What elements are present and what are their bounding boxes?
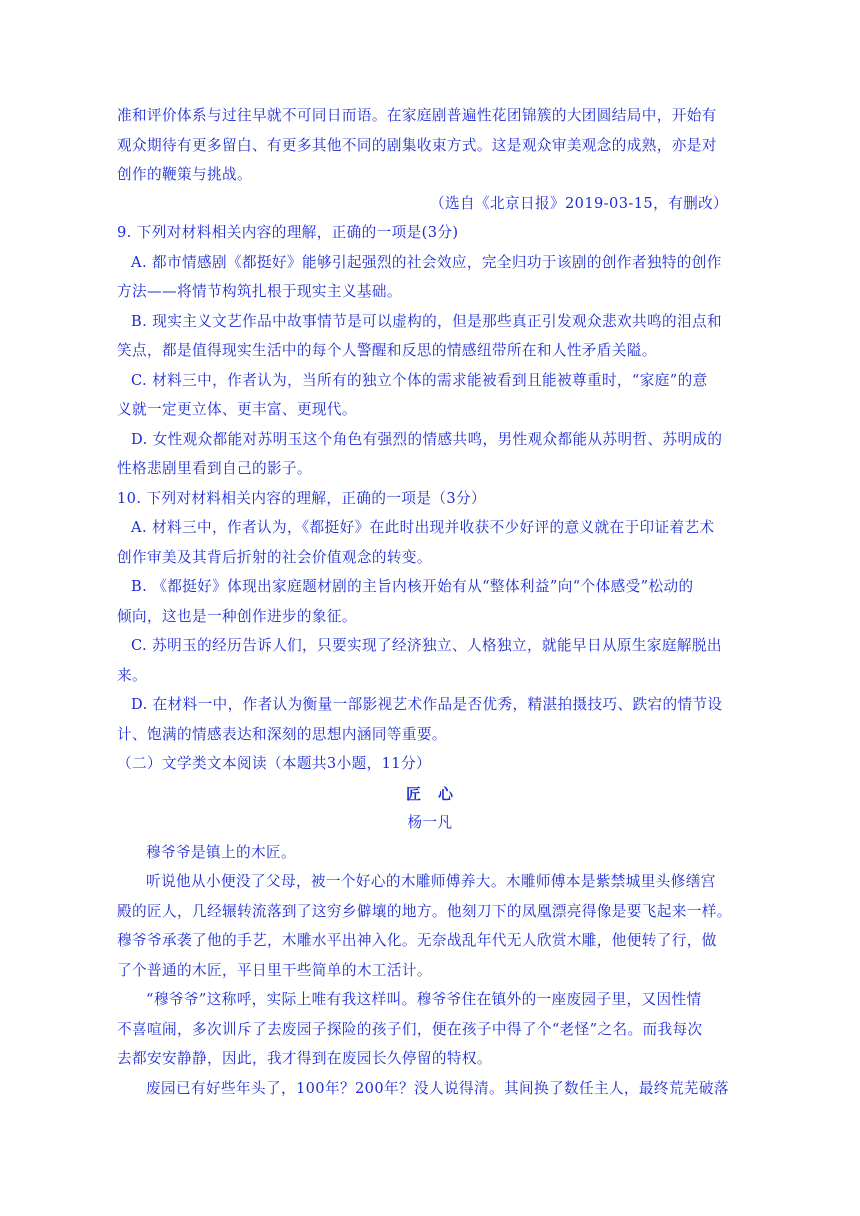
question-9-option-b-line-2: 笑点，都是值得现实生活中的每个人警醒和反思的情感纽带所在和人性矛盾关隘。 xyxy=(117,342,657,359)
question-9-option-a-line-2: 方法——将情节构筑扎根于现实主义基础。 xyxy=(117,283,402,300)
question-9-option-d-line-1: D. 女性观众都能对苏明玉这个角色有强烈的情感共鸣，男性观众都能从苏明哲、苏明成的 xyxy=(131,431,723,448)
story-paragraph-3-line-1: “穆爷爷”这称呼，实际上唯有我这样叫。穆爷爷住在镇外的一座废园子里，又因性情 xyxy=(146,991,702,1008)
question-10-option-c-line-2: 来。 xyxy=(117,667,147,684)
intro-line-3: 创作的鞭策与挑战。 xyxy=(117,166,252,183)
section-heading: （二）文学类文本阅读（本题共3小题，11分） xyxy=(117,755,431,772)
question-9-option-c-line-2: 义就一定更立体、更丰富、更现代。 xyxy=(117,401,357,418)
question-9-option-d-line-2: 性格悲剧里看到自己的影子。 xyxy=(117,460,312,477)
story-paragraph-2-line-3: 穆爷爷承袭了他的手艺，木雕水平出神入化。无奈战乱年代无人欣赏木雕，他便转了行，做 xyxy=(117,932,717,949)
source-citation: （选自《北京日报》2019-03-15，有删改） xyxy=(430,195,729,212)
story-paragraph-2-line-2: 殿的匠人，几经辗转流落到了这穷乡僻壤的地方。他刻刀下的凤凰漂亮得像是要飞起来一样。 xyxy=(117,903,732,920)
question-10-option-b-line-2: 倾向，这也是一种创作进步的象征。 xyxy=(117,608,357,625)
intro-line-2: 观众期待有更多留白、有更多其他不同的剧集收束方式。这是观众审美观念的成熟，亦是对 xyxy=(117,137,717,154)
question-10-option-a-line-2: 创作审美及其背后折射的社会价值观念的转变。 xyxy=(117,549,432,566)
story-paragraph-2-line-4: 了个普通的木匠，平日里干些简单的木工活计。 xyxy=(117,962,432,979)
question-9-option-a-line-1: A. 都市情感剧《都挺好》能够引起强烈的社会效应，完全归功于该剧的创作者独特的创作 xyxy=(131,254,722,271)
story-paragraph-3-line-3: 去都安安静静，因此，我才得到在废园长久停留的特权。 xyxy=(117,1050,492,1067)
story-title: 匠 心 xyxy=(405,785,454,803)
intro-line-1: 准和评价体系与过往早就不可同日而语。在家庭剧普遍性花团锦簇的大团圆结局中，开始有 xyxy=(117,107,717,124)
story-paragraph-3-line-2: 不喜喧闹，多次训斥了去废园子探险的孩子们，便在孩子中得了个“老怪”之名。而我每次 xyxy=(117,1021,703,1038)
question-9-option-b-line-1: B. 现实主义文艺作品中故事情节是可以虚构的，但是那些真正引发观众悲欢共鸣的泪点和 xyxy=(131,313,722,330)
question-10-option-c-line-1: C. 苏明玉的经历告诉人们，只要实现了经济独立、人格独立，就能早日从原生家庭解脱出 xyxy=(131,637,722,654)
question-10-option-d-line-1: D. 在材料一中，作者认为衡量一部影视艺术作品是否优秀，精湛拍摄技巧、跌宕的情节设 xyxy=(131,696,723,713)
story-paragraph-2-line-1: 听说他从小便没了父母，被一个好心的木雕师傅养大。木雕师傅本是紫禁城里头修缮宫 xyxy=(146,873,716,890)
question-10-option-d-line-2: 计、饱满的情感表达和深刻的思想内涵同等重要。 xyxy=(117,726,447,743)
question-9-option-c-line-1: C. 材料三中，作者认为，当所有的独立个体的需求能被看到且能被尊重时，“家庭”的意 xyxy=(131,372,708,389)
question-10-option-a-line-1: A. 材料三中，作者认为，《都挺好》在此时出现并收获不少好评的意义就在于印证着艺术 xyxy=(131,519,715,536)
question-10-option-b-line-1: B. 《都挺好》体现出家庭题材剧的主旨内核开始有从“整体利益”向“个体感受”松动的 xyxy=(131,578,694,595)
story-paragraph-1-line-1: 穆爷爷是镇上的木匠。 xyxy=(146,844,296,861)
story-paragraph-4-line-1: 废园已有好些年头了，100年？200年？没人说得清。其间换了数任主人，最终荒芜破落 xyxy=(146,1080,729,1097)
question-10-stem: 10. 下列对材料相关内容的理解，正确的一项是（3分） xyxy=(117,490,486,507)
question-9-stem: 9. 下列对材料相关内容的理解，正确的一项是(3分) xyxy=(117,224,459,241)
story-author: 杨一凡 xyxy=(407,814,453,831)
